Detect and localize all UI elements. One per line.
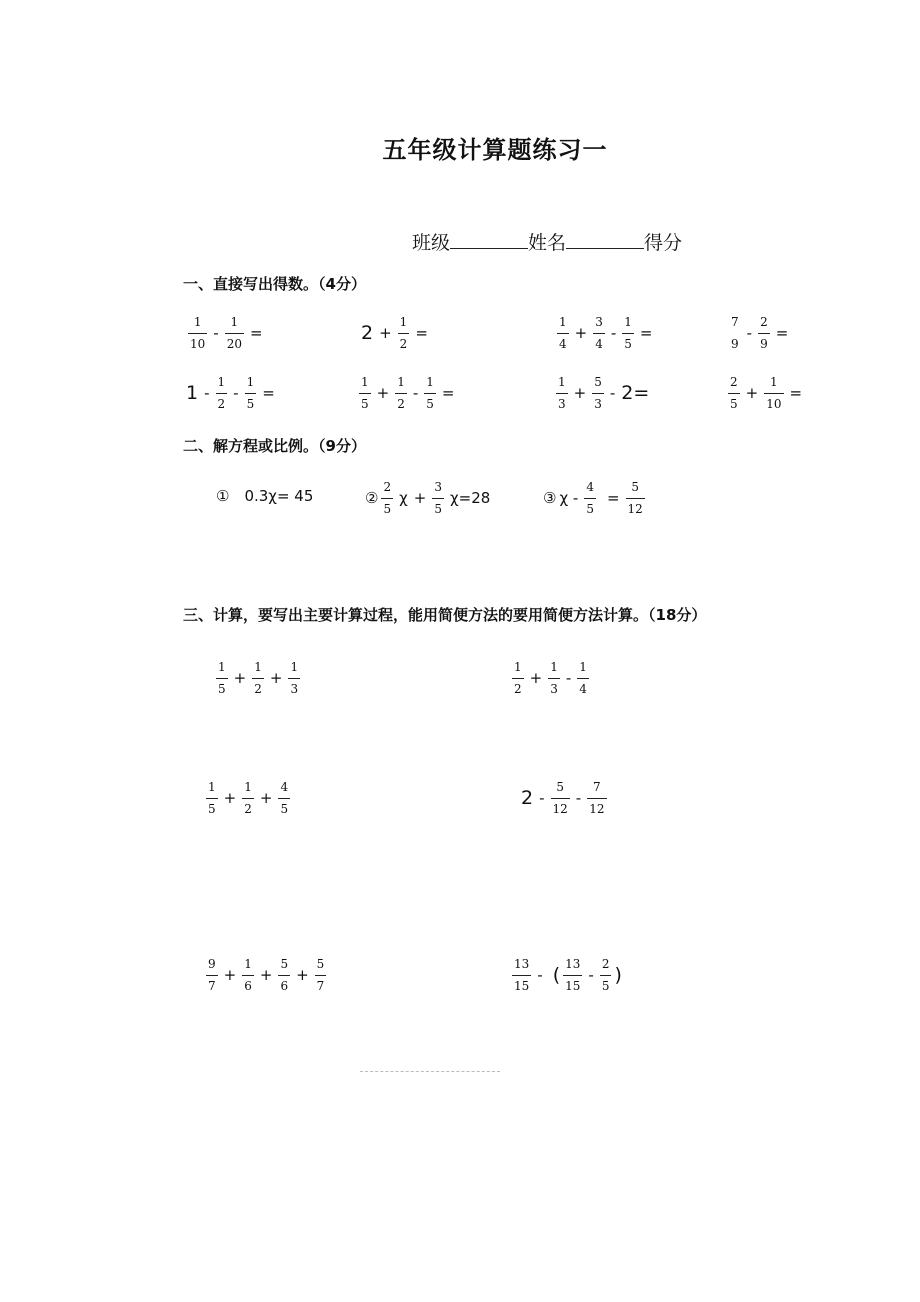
equation-3: ③ χ - $\frac{4}{5}$ = $\frac{5}{12}$ bbox=[543, 480, 643, 516]
score-label: 得分 bbox=[644, 232, 683, 254]
fraction: $\frac{1}{2}$ bbox=[244, 780, 252, 816]
fraction: $\frac{5}{3}$ bbox=[594, 375, 602, 411]
fraction: $\frac{1}{5}$ bbox=[246, 375, 255, 411]
calc-6: $\frac{13}{15}$ - ( $\frac{13}{15}$ - $\frac{2}{5}$ ) bbox=[514, 957, 622, 993]
fraction: $\frac{2}{9}$ bbox=[760, 315, 768, 351]
fraction: $\frac{4}{5}$ bbox=[280, 780, 289, 816]
equation-1: ① 0.3χ= 45 bbox=[216, 487, 314, 505]
section-1-heading: 一、直接写出得数。（4分） bbox=[183, 275, 366, 293]
class-blank[interactable] bbox=[450, 230, 528, 249]
student-info-line bbox=[412, 228, 682, 255]
fraction: $\frac{1}{2}$ bbox=[397, 375, 405, 411]
fraction: $\frac{1}{3}$ bbox=[558, 375, 566, 411]
fraction: $\frac{1}{4}$ bbox=[579, 660, 587, 696]
calc-4: 2 - $\frac{5}{12}$ - $\frac{7}{12}$ bbox=[521, 780, 605, 816]
problem-1-4: 7 9 - $\frac{2}{9}$ = bbox=[731, 315, 789, 351]
name-label: 姓名 bbox=[528, 232, 567, 254]
fraction: $\frac{3}{5}$ bbox=[434, 480, 442, 516]
fraction: $\frac{1}{5}$ bbox=[218, 660, 226, 696]
fraction: $\frac{1}{2}$ bbox=[254, 660, 262, 696]
fraction: $\frac{1}{10}$ bbox=[766, 375, 782, 411]
fraction: $\frac{5}{12}$ bbox=[552, 780, 568, 816]
fraction: $\frac{2}{5}$ bbox=[383, 480, 392, 516]
fraction: $\frac{7}{12}$ bbox=[589, 780, 605, 816]
calc-1: $\frac{1}{5}$ + $\frac{1}{2}$ + $\frac{1}{3}$ bbox=[218, 660, 299, 696]
calc-3: $\frac{1}{5}$ + $\frac{1}{2}$ + $\frac{4}{5}$ bbox=[208, 780, 289, 816]
problem-1-8: $\frac{2}{5}$ + $\frac{1}{10}$ = bbox=[730, 375, 803, 411]
fraction: $\frac{1}{6}$ bbox=[244, 957, 252, 993]
calc-2: $\frac{1}{2}$ + $\frac{1}{3}$ - $\frac{1}{4}$ bbox=[514, 660, 587, 696]
fraction: $\frac{1}{2}$ bbox=[399, 315, 408, 351]
problem-1-3: $\frac{1}{4}$ + $\frac{3}{4}$ - $\frac{1}{5}$ = bbox=[559, 315, 653, 351]
equation-2: ② $\frac{2}{5}$ χ + $\frac{3}{5}$ χ=28 bbox=[365, 480, 491, 516]
fraction: $\frac{1}{20}$ bbox=[226, 315, 242, 351]
problem-1-2: 2 + $\frac{1}{2}$ = bbox=[361, 315, 428, 351]
problem-1-7: $\frac{1}{3}$ + $\frac{5}{3}$ - 2= bbox=[558, 375, 650, 411]
fraction: $\frac{1}{3}$ bbox=[290, 660, 299, 696]
fraction: $\frac{1}{2}$ bbox=[514, 660, 522, 696]
footer-divider bbox=[360, 1071, 500, 1072]
fraction: $\frac{2}{5}$ bbox=[601, 957, 610, 993]
name-blank[interactable] bbox=[566, 230, 644, 249]
fraction: $\frac{1}{5}$ bbox=[624, 315, 632, 351]
fraction: $\frac{5}{12}$ bbox=[627, 480, 643, 516]
class-label: 班级 bbox=[412, 232, 451, 254]
fraction: $\frac{4}{5}$ bbox=[586, 480, 594, 516]
fraction: 7 9 bbox=[731, 315, 739, 351]
calc-5: $\frac{9}{7}$ + $\frac{1}{6}$ + $\frac{5}{6}$ + $\frac{5}{7}$ bbox=[208, 957, 325, 993]
fraction: $\frac{9}{7}$ bbox=[208, 957, 216, 993]
fraction: $\frac{13}{15}$ bbox=[514, 957, 530, 993]
fraction: $\frac{2}{5}$ bbox=[730, 375, 738, 411]
fraction: $\frac{5}{7}$ bbox=[316, 957, 325, 993]
fraction: $\frac{13}{15}$ bbox=[565, 957, 581, 993]
fraction: $\frac{3}{4}$ bbox=[595, 315, 603, 351]
fraction: $\frac{1}{10}$ bbox=[190, 315, 206, 351]
section-3-heading: 三、计算，要写出主要计算过程，能用简便方法的要用简便方法计算。（18分） bbox=[183, 606, 707, 624]
fraction: $\frac{1}{4}$ bbox=[559, 315, 567, 351]
page-title: 五年级计算题练习一 bbox=[382, 136, 608, 164]
problem-1-6: $\frac{1}{5}$ + $\frac{1}{2}$ - $\frac{1}{5}$ = bbox=[361, 375, 455, 411]
fraction: $\frac{1}{5}$ bbox=[361, 375, 369, 411]
problem-1-5: 1 - $\frac{1}{2}$ - $\frac{1}{5}$ = bbox=[186, 375, 275, 411]
fraction: $\frac{1}{3}$ bbox=[550, 660, 558, 696]
fraction: $\frac{1}{2}$ bbox=[217, 375, 226, 411]
problem-1-1: $\frac{1}{10}$ - $\frac{1}{20}$ = bbox=[190, 315, 263, 351]
section-2-heading: 二、解方程或比例。（9分） bbox=[183, 437, 366, 455]
fraction: $\frac{1}{5}$ bbox=[426, 375, 434, 411]
fraction: $\frac{1}{5}$ bbox=[208, 780, 216, 816]
fraction: $\frac{5}{6}$ bbox=[280, 957, 289, 993]
